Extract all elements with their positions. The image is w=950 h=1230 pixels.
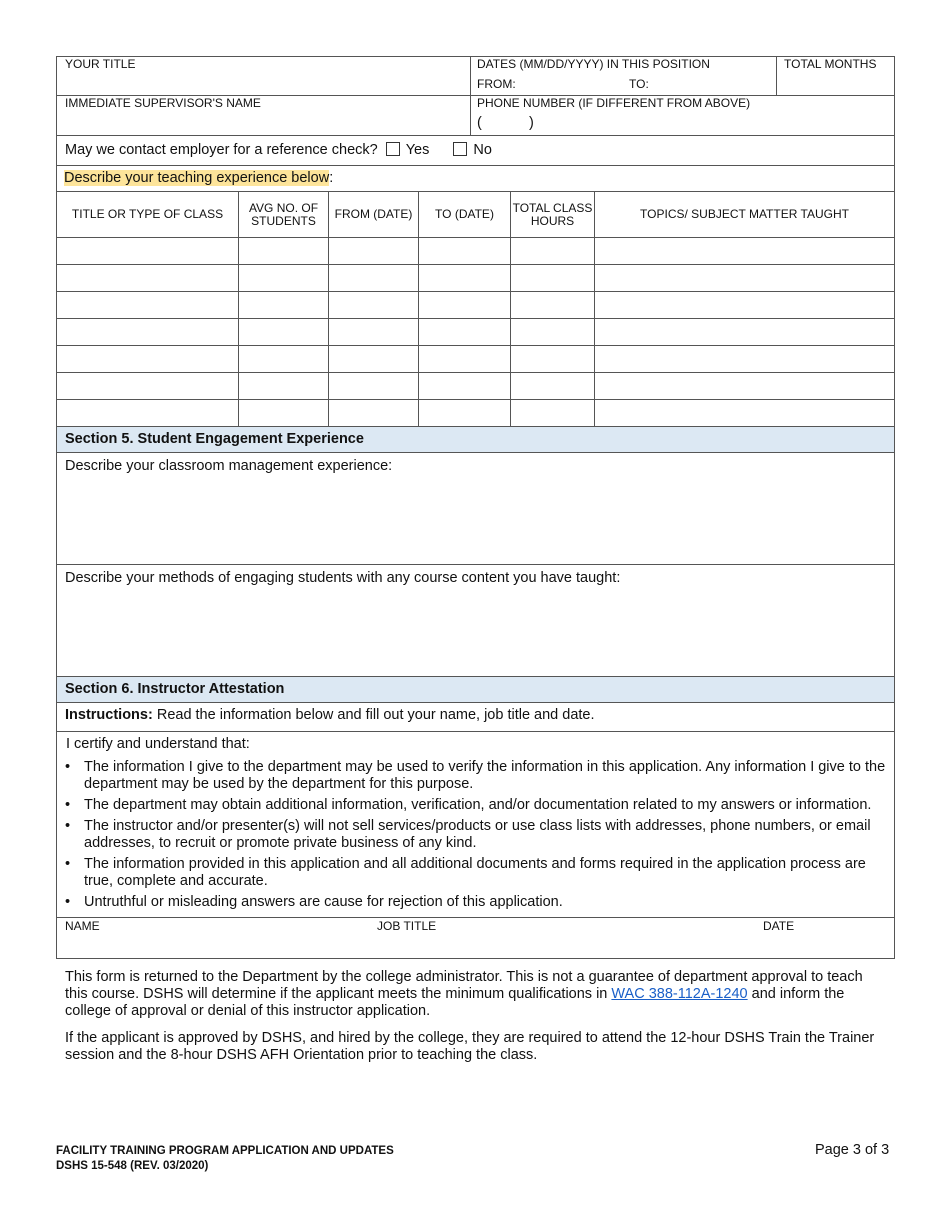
table-cell[interactable] (329, 373, 419, 400)
col-from: FROM (DATE) (329, 192, 419, 238)
phone-paren-open: ( (477, 115, 482, 131)
reference-question: May we contact employer for a reference check? Yes No (65, 142, 492, 158)
col-avg-students: AVG NO. OF STUDENTS (239, 192, 329, 238)
table-cell[interactable] (511, 400, 595, 427)
table-cell[interactable] (57, 292, 239, 319)
attestation-item: • The department may obtain additional information, verification, and/or documentation related to my answers or information. (57, 797, 890, 814)
attestation-list (57, 759, 890, 911)
date-label: DATE (763, 919, 795, 933)
table-row (57, 346, 895, 373)
dates-label: DATES (MM/DD/YYYY) IN THIS POSITION (477, 57, 710, 71)
table-cell[interactable] (57, 346, 239, 373)
section6-title: Section 6. Instructor Attestation (65, 681, 285, 697)
col-title: TITLE OR TYPE OF CLASS (57, 192, 239, 238)
col-hours: TOTAL CLASS HOURS (511, 192, 595, 238)
table-cell[interactable] (57, 400, 239, 427)
table-cell[interactable] (329, 292, 419, 319)
table-cell[interactable] (57, 265, 239, 292)
table-cell[interactable] (595, 319, 895, 346)
col-topics: TOPICS/ SUBJECT MATTER TAUGHT (595, 192, 895, 238)
signature-row[interactable] (56, 917, 895, 959)
table-cell[interactable] (239, 400, 329, 427)
table-cell[interactable] (329, 265, 419, 292)
table-cell[interactable] (595, 238, 895, 265)
table-row (57, 265, 895, 292)
teaching-table (56, 191, 895, 427)
col-to: TO (DATE) (419, 192, 511, 238)
table-cell[interactable] (239, 238, 329, 265)
attestation-item: • Untruthful or misleading answers are cause for rejection of this application. (57, 894, 890, 911)
attestation-and-notes (56, 731, 895, 1064)
table-row (57, 373, 895, 400)
no-checkbox[interactable] (453, 142, 467, 156)
table-cell[interactable] (419, 373, 511, 400)
table-cell[interactable] (329, 400, 419, 427)
instructions: Instructions: Read the information below and fill out your name, job title and date. (65, 707, 595, 723)
table-header-row (57, 192, 895, 238)
note-paragraph-2: If the applicant is approved by DSHS, and hired by the college, they are required to attend the 12-hour DSHS Train the Trainer session and the 8-hour DSHS AFH Orientation prior to teaching the class. (65, 1030, 875, 1063)
table-cell[interactable] (419, 400, 511, 427)
table-cell[interactable] (511, 346, 595, 373)
supervisor-label: IMMEDIATE SUPERVISOR'S NAME (65, 96, 261, 110)
table-cell[interactable] (57, 373, 239, 400)
table-cell[interactable] (595, 292, 895, 319)
table-cell[interactable] (329, 346, 419, 373)
note-paragraph-1: This form is returned to the Department by the college administrator. This is not a guarantee of department approval to teach this course. DSHS will determine if the applicant meets the minimum qualifications in WAC 388-112A-1240 and inform the college of approval or denial of this instructor application. (65, 969, 863, 1019)
table-cell[interactable] (419, 265, 511, 292)
table-cell[interactable] (57, 319, 239, 346)
table-cell[interactable] (595, 265, 895, 292)
table-cell[interactable] (419, 319, 511, 346)
table-cell[interactable] (511, 319, 595, 346)
teaching-prompt: Describe your teaching experience below: (64, 170, 334, 186)
name-label: NAME (65, 919, 100, 933)
table-cell[interactable] (511, 373, 595, 400)
certify-box (56, 731, 895, 918)
table-cell[interactable] (239, 265, 329, 292)
to-label: TO: (629, 77, 649, 91)
footer-form-number: DSHS 15-548 (REV. 03/2020) (56, 1160, 209, 1172)
total-months-label: TOTAL MONTHS (784, 57, 877, 71)
table-row (57, 319, 895, 346)
table-cell[interactable] (239, 292, 329, 319)
page-number: Page 3 of 3 (815, 1142, 890, 1158)
phone-paren-close: ) (529, 115, 534, 131)
footer-title: FACILITY TRAINING PROGRAM APPLICATION AND UPDATES (56, 1145, 394, 1157)
certify-label: I certify and understand that: (66, 736, 250, 752)
wac-link[interactable]: WAC 388-112A-1240 (611, 986, 748, 1002)
table-cell[interactable] (239, 346, 329, 373)
table-cell[interactable] (511, 238, 595, 265)
attestation-item: • The information provided in this application and all additional documents and forms required in the application process are true, complete and accurate. (57, 856, 890, 890)
table-cell[interactable] (239, 373, 329, 400)
your-title-label: YOUR TITLE (65, 57, 136, 71)
phone-label: PHONE NUMBER (IF DIFFERENT FROM ABOVE) (477, 96, 751, 110)
table-cell[interactable] (329, 238, 419, 265)
table-cell[interactable] (511, 292, 595, 319)
table-cell[interactable] (419, 238, 511, 265)
table-row (57, 400, 895, 427)
table-cell[interactable] (57, 238, 239, 265)
job-title-label: JOB TITLE (377, 919, 437, 933)
table-cell[interactable] (595, 346, 895, 373)
table-cell[interactable] (239, 319, 329, 346)
from-label: FROM: (477, 77, 516, 91)
section5-title: Section 5. Student Engagement Experience (65, 431, 364, 447)
table-cell[interactable] (595, 400, 895, 427)
table-row (57, 238, 895, 265)
engagement-methods-label: Describe your methods of engaging students with any course content you have taught: (65, 570, 621, 586)
table-row (57, 292, 895, 319)
table-cell[interactable] (595, 373, 895, 400)
yes-checkbox[interactable] (386, 142, 400, 156)
table-cell[interactable] (511, 265, 595, 292)
attestation-item: • The instructor and/or presenter(s) will not sell services/products or use class lists with addresses, phone numbers, or email addresses, to recruit or promote private business of any kind. (57, 818, 890, 852)
classroom-management-label: Describe your classroom management experience: (65, 458, 393, 474)
attestation-item: • The information I give to the department may be used to verify the information in this application. Any information I give to the department may be used by the department for this purpose. (57, 759, 890, 793)
table-cell[interactable] (419, 346, 511, 373)
table-cell[interactable] (329, 319, 419, 346)
table-cell[interactable] (419, 292, 511, 319)
